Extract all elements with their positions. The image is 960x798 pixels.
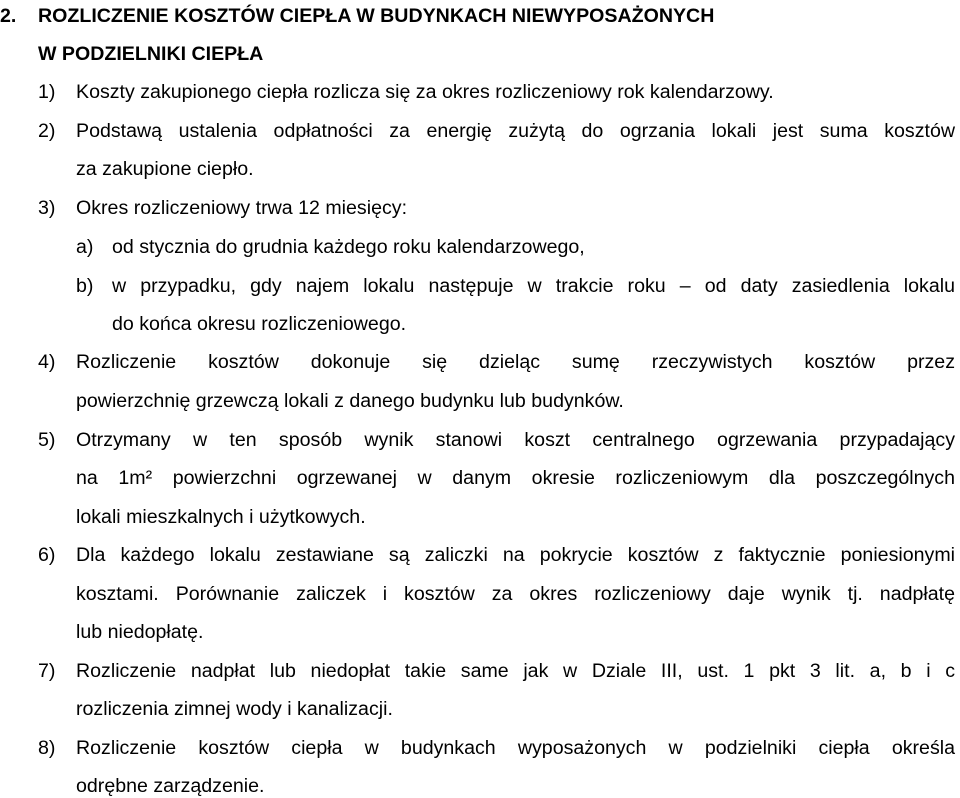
item-4-line-2: powierzchnię grzewczą lokali z danego budynku lub budynków. [76, 390, 624, 412]
item-4-number: 4) [38, 351, 56, 373]
item-3b-line-2: do końca okresu rozliczeniowego. [112, 313, 407, 335]
section-number: 2. [0, 5, 17, 27]
item-6-line-2: kosztami. Porównanie zaliczek i kosztów za okres rozliczeniowy daje wynik tj. nadpłatę [76, 583, 955, 605]
item-8-line-1: Rozliczenie kosztów ciepła w budynkach wyposażonych w podzielniki ciepła określa [76, 737, 955, 759]
item-2-line-1: Podstawą ustalenia odpłatności za energię zużytą do ogrzania lokali jest suma kosztów [76, 120, 955, 142]
item-2-line-2: za zakupione ciepło. [76, 158, 254, 180]
item-5-line-2: na 1m² powierzchni ogrzewanej w danym okresie rozliczeniowym dla poszczególnych [76, 467, 955, 489]
item-7-line-2: rozliczenia zimnej wody i kanalizacji. [76, 698, 393, 720]
item-3-line-1: Okres rozliczeniowy trwa 12 miesięcy: [76, 197, 408, 219]
item-4-line-1: Rozliczenie kosztów dokonuje się dzieląc sumę rzeczywistych kosztów przez [76, 351, 955, 373]
section-title-line-1: ROZLICZENIE KOSZTÓW CIEPŁA W BUDYNKACH NIEWYPOSAŻONYCH [38, 5, 715, 27]
item-3b-line-1: w przypadku, gdy najem lokalu następuje w trakcie roku – od daty zasiedlenia lokalu [112, 275, 955, 297]
item-7-number: 7) [38, 660, 56, 682]
item-5-line-1: Otrzymany w ten sposób wynik stanowi koszt centralnego ogrzewania przypadający [76, 429, 955, 451]
item-3-number: 3) [38, 197, 56, 219]
item-7-line-1: Rozliczenie nadpłat lub niedopłat takie same jak w Dziale III, ust. 1 pkt 3 lit. a, b i c [76, 660, 955, 682]
item-2-number: 2) [38, 120, 56, 142]
section-title-line-2: W PODZIELNIKI CIEPŁA [38, 43, 264, 65]
item-3a-line-1: od stycznia do grudnia każdego roku kalendarzowego, [112, 236, 585, 258]
item-6-line-1: Dla każdego lokalu zestawiane są zaliczki na pokrycie kosztów z faktycznie poniesionymi [76, 544, 955, 566]
item-8-line-2: odrębne zarządzenie. [76, 775, 265, 797]
item-8-number: 8) [38, 737, 56, 759]
item-6-number: 6) [38, 544, 56, 566]
item-6-line-3: lub niedopłatę. [76, 621, 204, 643]
item-1-line-1: Koszty zakupionego ciepła rozlicza się za okres rozliczeniowy rok kalendarzowy. [76, 81, 774, 103]
item-3a-letter: a) [76, 236, 94, 258]
item-1-number: 1) [38, 81, 56, 103]
item-3b-letter: b) [76, 275, 94, 297]
item-5-number: 5) [38, 429, 56, 451]
item-5-line-3: lokali mieszkalnych i użytkowych. [76, 506, 366, 528]
